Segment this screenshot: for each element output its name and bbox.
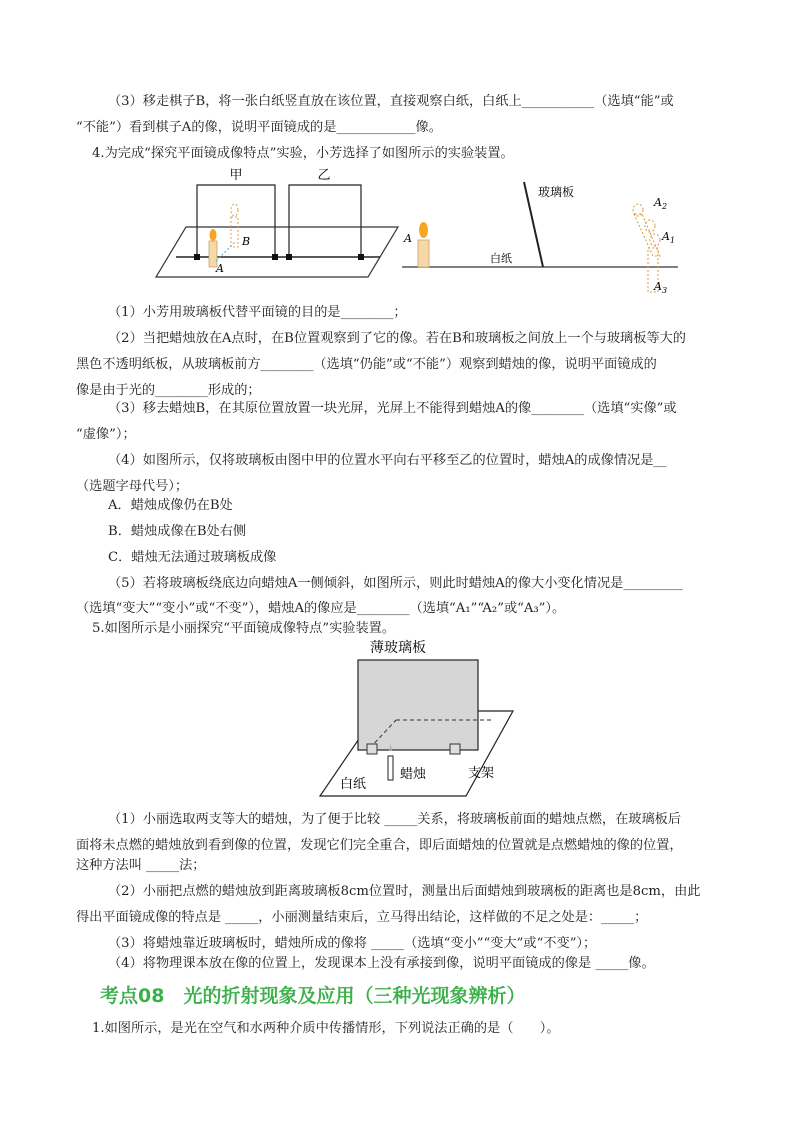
candle-a — [418, 240, 429, 267]
text-line: （4）将物理课本放在像的位置上，发现课本上没有承接到像，说明平面镜成的像是 _____像。 — [108, 956, 655, 971]
text-line: “虚像”）； — [76, 427, 136, 442]
figure-tilted-glass — [398, 178, 688, 298]
text-line: A．蜡烛成像仍在B处 — [108, 498, 233, 513]
glass-plate — [358, 660, 478, 750]
text-line: 面将未点燃的蜡烛放到看到像的位置，发现它们完全重合，即后面蜡烛的位置就是点燃蜡烛的像的位置， — [76, 838, 683, 853]
text-line: “不能”）看到棋子A的像，说明平面镜成的是____________像。 — [76, 120, 442, 135]
text-line: （5）若将玻璃板绕底边向蜡烛A一侧倾斜，如图所示，则此时蜡烛A的像大小变化情况是_________ — [108, 576, 683, 591]
text-line: 5.如图所示是小丽探究“平面镜成像特点”实验装置。 — [92, 621, 396, 636]
figure-glass-shift — [150, 165, 400, 285]
label-yi: 乙 — [317, 168, 331, 183]
text-line: （3）移去蜡烛B，在其原位置放置一块光屏，光屏上不能得到蜡烛A的像________（选填“实像”或 — [108, 401, 677, 416]
text-line: （3）将蜡烛靠近玻璃板时，蜡烛所成的像将 _____（选填“变小”“变大”或“不变”）； — [108, 936, 597, 951]
svg-text:A2 — [653, 196, 667, 211]
label-stand: 支架 — [468, 766, 495, 781]
label-paper: 白纸 — [490, 252, 512, 265]
label-a2: A — [654, 196, 662, 209]
svg-text:A3 — [653, 280, 667, 295]
label-jia: 甲 — [229, 168, 243, 183]
flame-icon — [210, 229, 217, 241]
text-line: （2）小丽把点燃的蜡烛放到距离玻璃板8cm位置时，测量出后面蜡烛到玻璃板的距离也是8cm，由此 — [108, 884, 701, 899]
candle — [388, 756, 393, 780]
text-line: （选题字母代号）； — [76, 479, 189, 494]
text-line: 1.如图所示，是光在空气和水两种介质中传播情形，下列说法正确的是（ ）。 — [92, 1021, 560, 1036]
text-line: （3）移走棋子B，将一张白纸竖直放在该位置，直接观察白纸，白纸上___________（选填“能”或 — [108, 94, 674, 109]
svg-text:A1 — [661, 230, 675, 245]
text-line: C．蜡烛无法通过玻璃板成像 — [108, 550, 277, 565]
label-a3: A — [654, 280, 662, 293]
text-line: 这种方法叫 _____法； — [76, 858, 206, 873]
label-a1-sub: 1 — [669, 236, 676, 245]
label-a-candle: A — [404, 232, 412, 245]
text-line: （4）如图所示，仅将玻璃板由图中甲的位置水平向右平移至乙的位置时，蜡烛A的成像情况是__ — [108, 453, 667, 468]
text-line: （2）当把蜡烛放在A点时，在B位置观察到了它的像。若在B和玻璃板之间放上一个与玻璃板等大的 — [108, 331, 686, 346]
label-a1: A — [662, 230, 670, 243]
text-line: 4.为完成“探究平面镜成像特点”实验，小芳选择了如图所示的实验装置。 — [92, 146, 514, 161]
label-paper: 白纸 — [340, 777, 367, 792]
text-line: （1）小丽选取两支等大的蜡烛，为了便于比较 _____关系，将玻璃板前面的蜡烛点燃，在玻璃板后 — [108, 812, 682, 827]
text-line: B．蜡烛成像在B处右侧 — [108, 524, 247, 539]
flame-icon — [419, 222, 428, 238]
label-a3-sub: 3 — [661, 286, 668, 295]
label-thin-glass: 薄玻璃板 — [370, 640, 426, 656]
section-heading: 考点08 光的折射现象及应用（三种光现象辨析） — [100, 985, 526, 1007]
label-glass: 玻璃板 — [538, 185, 575, 199]
text-line: （1）小芳用玻璃板代替平面镜的目的是________； — [108, 305, 407, 320]
text-line: 得出平面镜成像的特点是 _____，小丽测量结束后，立马得出结论，这样做的不足之处是：_____； — [76, 910, 648, 925]
figure-thin-glass — [318, 638, 518, 800]
text-line: 像是由于光的________形成的； — [76, 383, 261, 398]
text-line: （选填“变大”“变小”或“不变”），蜡烛A的像应是________（选填“A₁”“A₂”或“A₃”）。 — [76, 601, 566, 616]
label-a: A — [216, 262, 224, 275]
label-a2-sub: 2 — [661, 202, 668, 211]
label-candle: 蜡烛 — [400, 767, 427, 782]
label-b: B — [242, 235, 251, 248]
text-line: 黑色不透明纸板，从玻璃板前方________（选填“仍能”或“不能”）观察到蜡烛的像，说明平面镜成的 — [76, 357, 657, 372]
